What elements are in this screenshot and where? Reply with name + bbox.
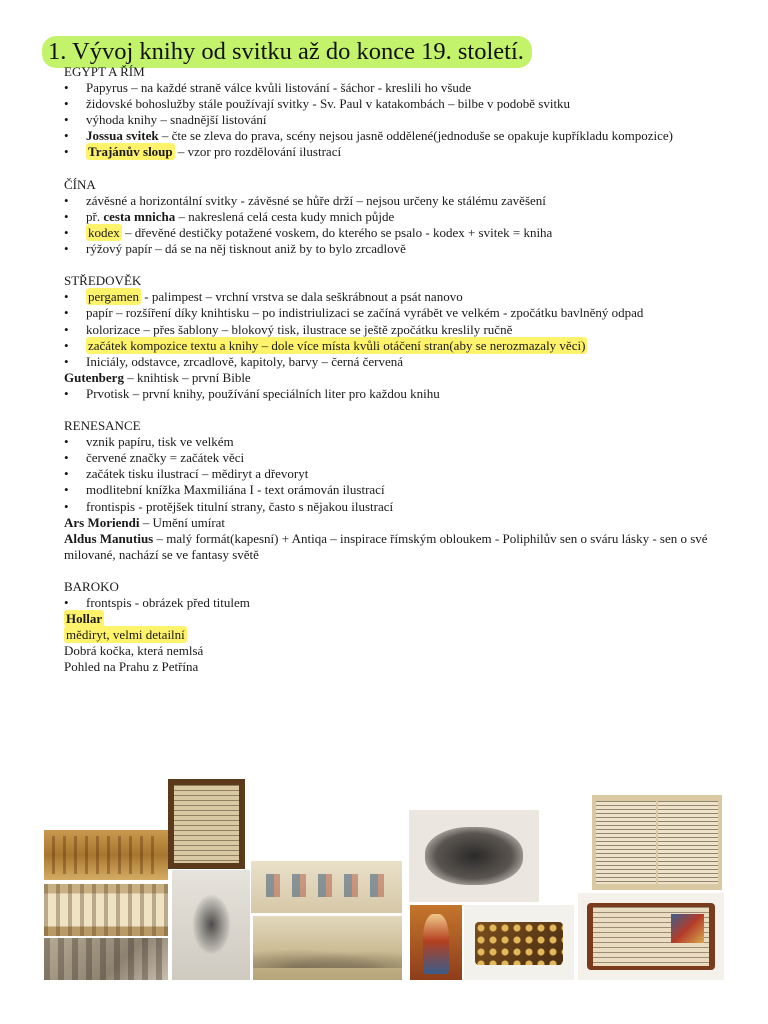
item-text: - palimpest – vrchní vrstva se dala seškrábnout a psát nanovo bbox=[141, 289, 463, 305]
section-heading-egypt: EGYPT A ŘÍM bbox=[64, 64, 145, 79]
byzantine-icon-photo bbox=[410, 905, 462, 980]
text-line bbox=[64, 611, 754, 627]
list-item: • Papyrus – na každé straně válce kvůli listování - šáchor - kreslili ho všude bbox=[64, 80, 754, 96]
list-item: • papír – rozšíření díky knihtisku – po indistriulizaci se začíná vyrábět ve velkém - zpočátku bavlněný odpad bbox=[64, 305, 754, 321]
list-item bbox=[64, 128, 754, 144]
text-paragraph bbox=[64, 531, 754, 563]
bold-term: Gutenberg bbox=[64, 369, 124, 385]
list-item: • židovské bohoslužby stále používají svitky - Sv. Paul v katakombách – bilbe v podobě svitku bbox=[64, 96, 754, 112]
list-item: • frontispis - protějšek titulní strany, často s nějakou ilustrací bbox=[64, 499, 754, 515]
item-text: – čte se zleva do prava, scény nejsou jasně oddělené(jednoduše se opakuje kupříkladu kompozice) bbox=[158, 128, 674, 144]
list-item bbox=[64, 209, 754, 225]
list-item: • Prvotisk – první knihy, používání speciálních liter pro každou knihu bbox=[64, 386, 754, 402]
text-line bbox=[64, 370, 754, 386]
old-manuscript-photo bbox=[168, 779, 245, 869]
list-item: • Iniciály, odstavce, zrcadlově, kapitoly, barvy – černá červená bbox=[64, 354, 754, 370]
item-text: – nakreslená celá cesta kudy mnich půjde bbox=[175, 208, 395, 224]
list-item bbox=[64, 289, 754, 305]
item-text: – vzor pro rozdělování ilustrací bbox=[174, 144, 342, 160]
list-item: • kolorizace – přes šablony – blokový tisk, ilustrace se ještě zpočátku kreslily ručně bbox=[64, 322, 754, 338]
text-line: Pohled na Prahu z Petřína bbox=[64, 659, 199, 675]
chinese-hanging-scroll-photo bbox=[172, 870, 250, 980]
highlighted-term: kodex bbox=[88, 224, 120, 240]
section-heading-cina: ČÍNA bbox=[64, 176, 96, 192]
monk-journey-landscape-photo bbox=[253, 916, 402, 980]
hollar-muff-engraving-photo bbox=[409, 810, 539, 902]
bold-term: Ars Moriendi bbox=[64, 514, 140, 530]
bold-term: Aldus Manutius bbox=[64, 530, 154, 546]
section-heading-stredovek: STŘEDOVĚK bbox=[64, 273, 142, 289]
page-title: 1. Vývoj knihy od svitku až do konce 19. století. bbox=[42, 36, 532, 68]
highlighted-term: pergamen bbox=[88, 289, 140, 305]
list-item: • červené značky = začátek věci bbox=[64, 450, 754, 466]
bold-term: Jossua svitek bbox=[86, 128, 159, 144]
text-line: Dobrá kočka, která nemlsá bbox=[64, 643, 204, 659]
list-item bbox=[64, 338, 754, 354]
text-line bbox=[64, 515, 754, 531]
list-item: • frontspis - obrázek před titulem bbox=[64, 595, 754, 611]
highlighted-term: Trajánův sloup bbox=[88, 144, 173, 160]
item-text: – knihtisk – první Bible bbox=[123, 369, 251, 385]
papyrus-scroll-photo bbox=[44, 830, 168, 880]
incunable-pages-photo bbox=[592, 795, 722, 890]
list-item: • začátek tisku ilustrací – mědiryt a dřevoryt bbox=[64, 466, 754, 482]
item-text: – Umění umírat bbox=[139, 514, 226, 530]
notes-body bbox=[64, 64, 754, 676]
list-item bbox=[64, 225, 754, 241]
text-line bbox=[64, 627, 754, 643]
section-heading-baroko: BAROKO bbox=[64, 579, 119, 594]
item-prefix: př. bbox=[86, 208, 104, 224]
list-item: • rýžový papír – dá se na něj tisknout aniž by to bylo zrcadlově bbox=[64, 241, 754, 257]
bold-term: cesta mnicha bbox=[103, 208, 176, 224]
egyptian-scroll-photo bbox=[44, 884, 168, 936]
list-item: • vznik papíru, tisk ve velkém bbox=[64, 434, 754, 450]
trajan-column-relief-photo bbox=[44, 938, 168, 980]
ornate-book-binding-photo bbox=[464, 905, 574, 980]
list-item bbox=[64, 144, 754, 160]
list-item: • výhoda knihy – snadnější listování bbox=[64, 112, 754, 128]
chinese-horizontal-scroll-photo bbox=[251, 861, 402, 913]
highlighted-text: začátek kompozice textu a knihy – dole více místa kvůli otáčení stran(aby se nerozmazaly věci) bbox=[88, 337, 586, 353]
list-item: • modlitební knížka Maxmiliána I - text orámován ilustrací bbox=[64, 482, 754, 498]
list-item: • závěsné a horizontální svitky - závěsné se hůře drží – nejsou určeny ke stálému zavěšení bbox=[64, 193, 754, 209]
section-heading-renesance: RENESANCE bbox=[64, 418, 141, 434]
item-text: – dřevěné destičky potažené voskem, do kterého se psalo - kodex + svitek = kniha bbox=[121, 224, 553, 240]
highlighted-text: mědiryt, velmi detailní bbox=[66, 627, 185, 643]
highlighted-term: Hollar bbox=[66, 611, 103, 627]
item-text: – malý formát(kapesní) + Antiqa – inspirace římským obloukem - Poliphilův sen o sváru lásky - sen o své milované, nachází se ve fantasy světě bbox=[64, 530, 708, 562]
illuminated-codex-photo bbox=[578, 893, 724, 980]
